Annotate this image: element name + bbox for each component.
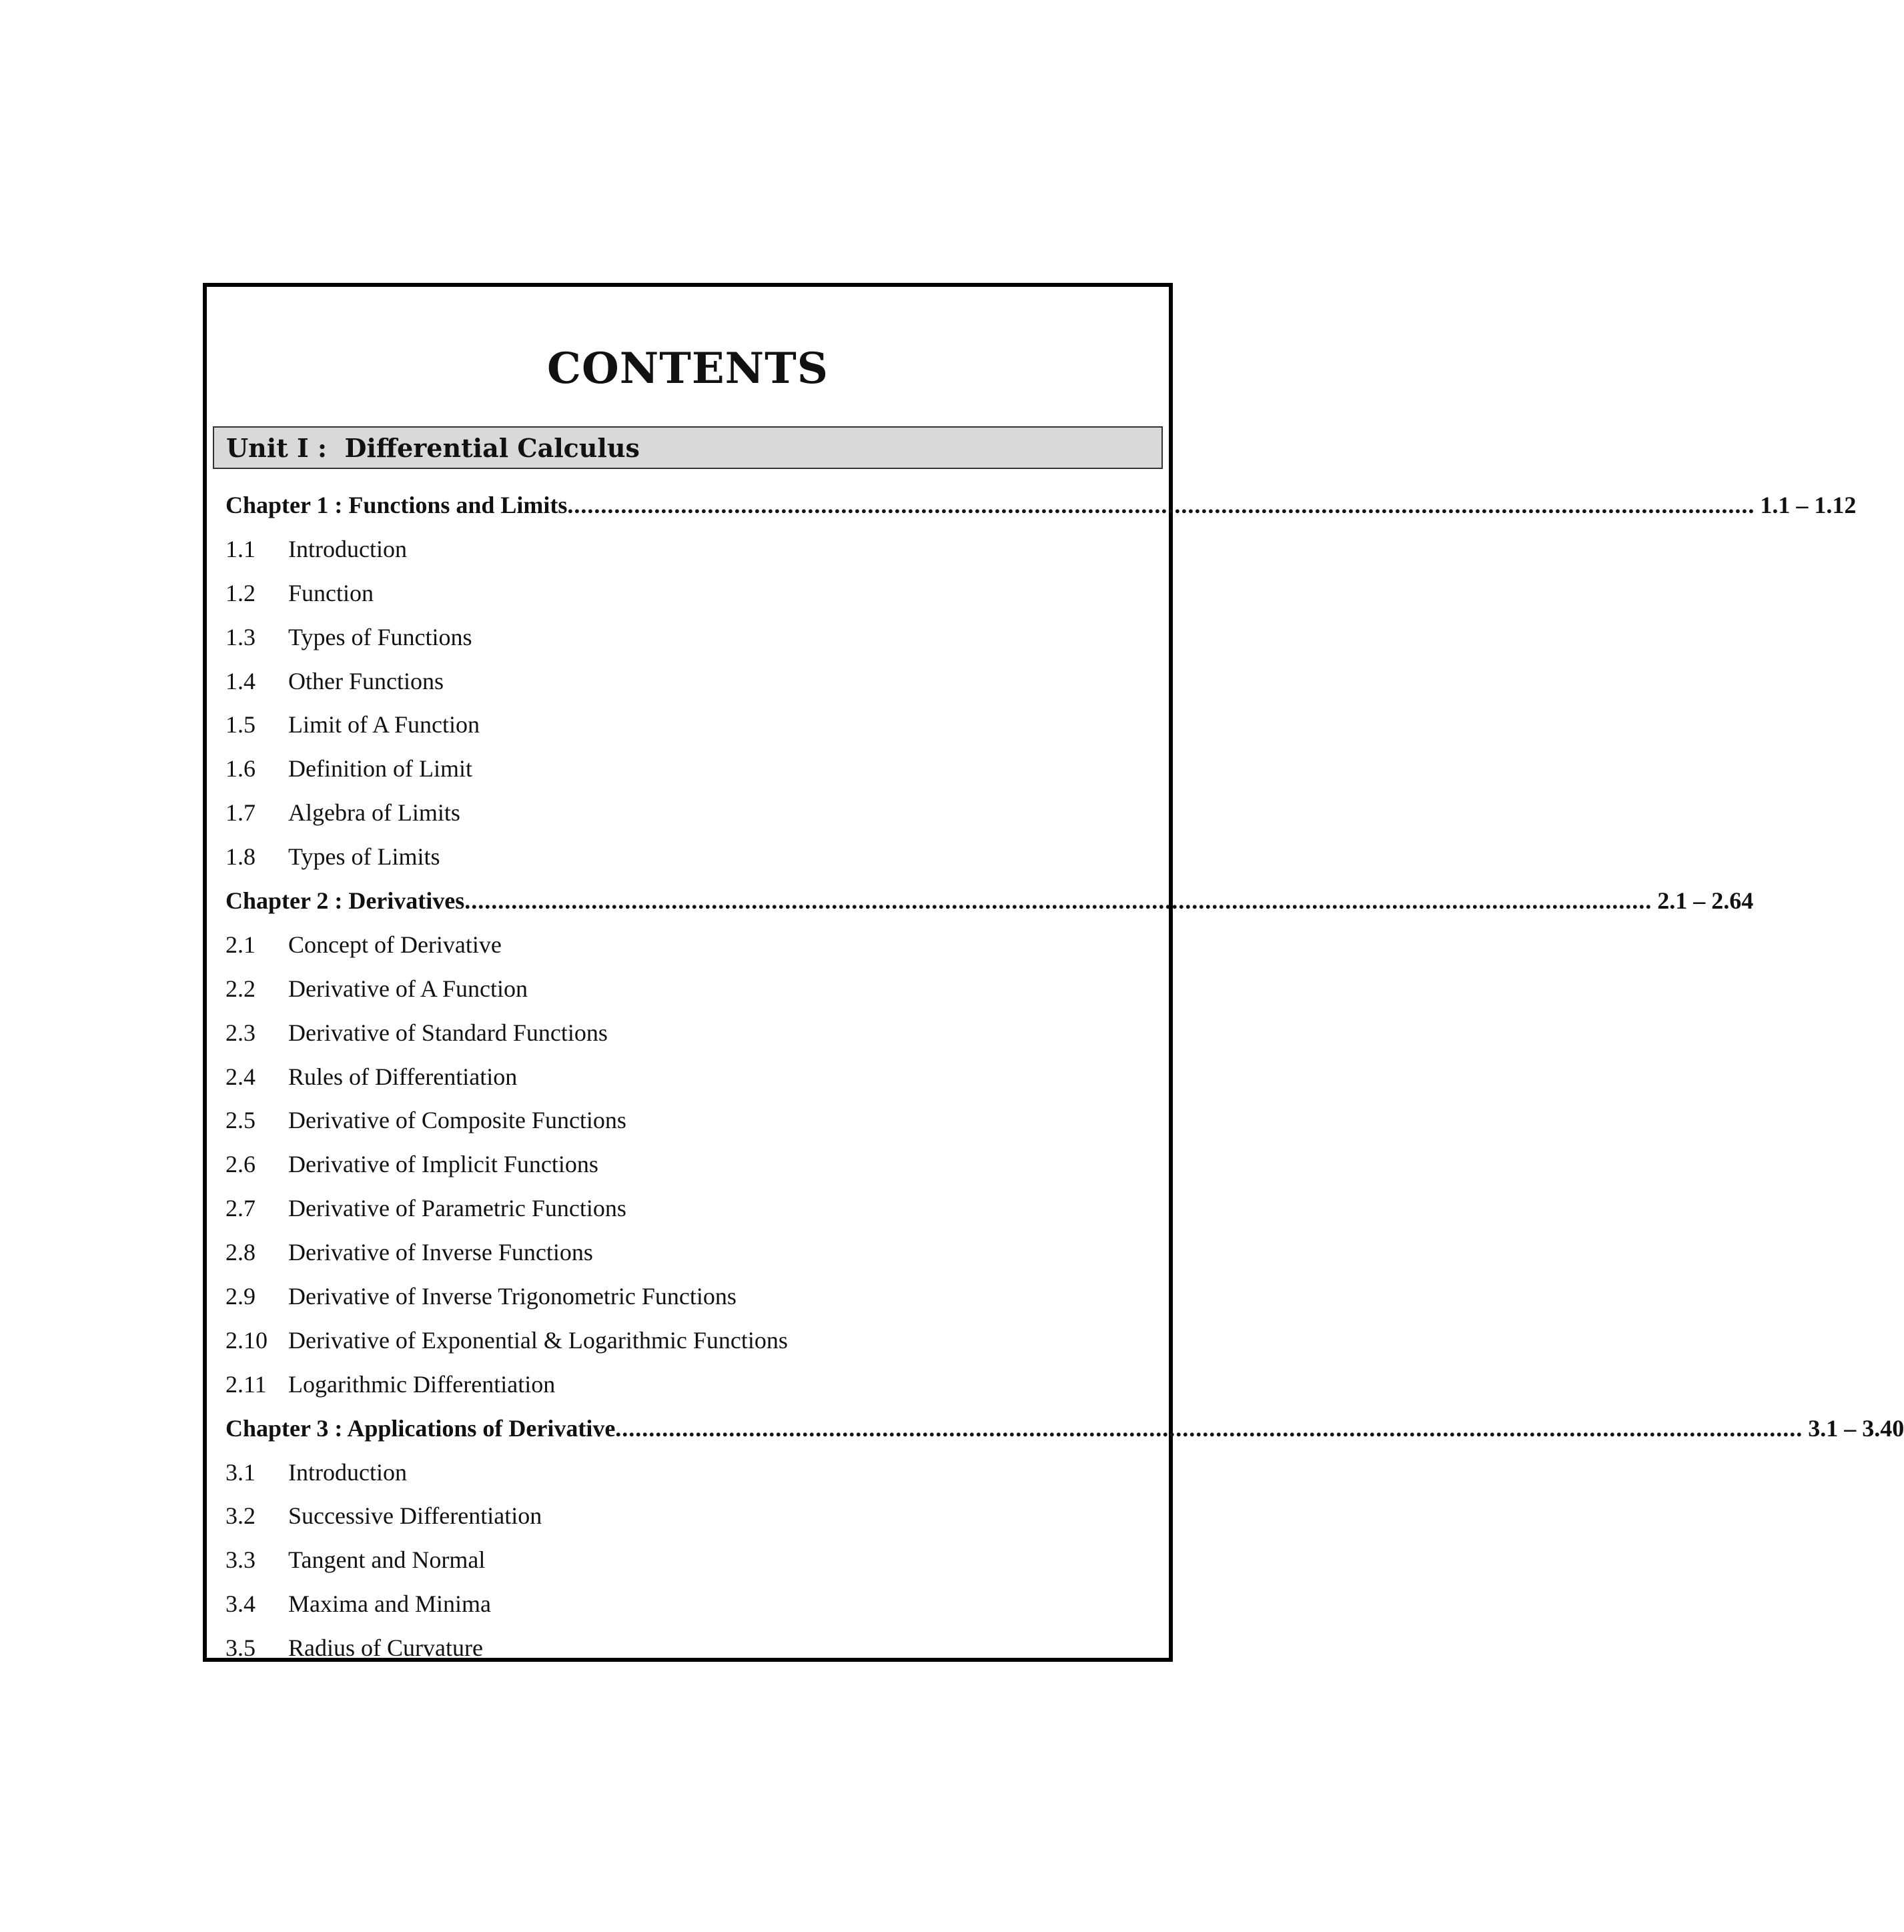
section-number: 2.1	[225, 931, 256, 958]
section-number: 1.5	[225, 711, 256, 739]
section-entry[interactable]	[225, 1318, 1155, 1362]
chapter-pages: 3.1 – 3.40	[1808, 1414, 1904, 1442]
section-number: 1.3	[225, 623, 256, 650]
section-title: Maxima and Minima	[288, 1590, 491, 1618]
section-number: 3.5	[225, 1634, 256, 1662]
section-entry[interactable]	[225, 1186, 1155, 1230]
section-number: 2.9	[225, 1282, 256, 1310]
dot-leader: ..................................................................................................................................................................................	[615, 1414, 1803, 1442]
section-entry[interactable]	[225, 967, 1155, 1011]
section-entry[interactable]	[225, 702, 1155, 747]
section-title: Successive Differentiation	[288, 1502, 542, 1530]
section-title: Types of Limits	[288, 843, 440, 871]
section-number: 3.1	[225, 1458, 256, 1486]
section-number: 2.11	[225, 1370, 267, 1398]
unit-label: Unit I :	[226, 432, 328, 463]
section-number: 3.2	[225, 1502, 256, 1530]
section-title: Rules of Differentiation	[288, 1063, 518, 1090]
section-entry[interactable]	[225, 1494, 1155, 1538]
contents-box	[203, 283, 1904, 1662]
section-title: Definition of Limit	[288, 755, 472, 783]
section-title: Limit of A Function	[288, 711, 480, 739]
section-number: 1.1	[225, 535, 256, 562]
section-title: Algebra of Limits	[288, 799, 460, 827]
section-entry[interactable]	[225, 1362, 1155, 1406]
section-number: 2.2	[225, 975, 256, 1002]
chapter-1-entry[interactable]	[225, 483, 1857, 527]
section-title: Logarithmic Differentiation	[288, 1370, 556, 1398]
section-entry[interactable]	[225, 791, 1155, 835]
section-title: Derivative of Inverse Trigonometric Functions	[288, 1282, 737, 1310]
section-entry[interactable]	[225, 923, 1155, 967]
chapter-title: Chapter 2 : Derivatives	[225, 887, 465, 914]
unit-heading	[213, 426, 1163, 469]
section-entry[interactable]	[225, 1011, 1155, 1055]
toc-list	[225, 483, 1904, 1670]
section-number: 3.3	[225, 1546, 256, 1574]
chapter-title: Chapter 3 : Applications of Derivative	[225, 1414, 616, 1442]
section-entry[interactable]	[225, 747, 1155, 791]
section-number: 1.4	[225, 667, 256, 694]
section-title: Concept of Derivative	[288, 931, 502, 958]
section-number: 2.8	[225, 1239, 256, 1266]
chapter-title: Chapter 1 : Functions and Limits	[225, 491, 568, 518]
section-title: Derivative of Parametric Functions	[288, 1195, 626, 1222]
section-entry[interactable]	[225, 1450, 1155, 1494]
chapter-3-entry[interactable]	[225, 1406, 1904, 1450]
section-title: Derivative of A Function	[288, 975, 528, 1002]
section-title: Types of Functions	[288, 623, 472, 650]
section-number: 2.5	[225, 1107, 256, 1134]
dot-leader: ..................................................................................................................................................................................	[464, 887, 1652, 914]
section-number: 1.7	[225, 799, 256, 827]
section-entry[interactable]	[225, 1582, 1155, 1626]
section-title: Derivative of Inverse Functions	[288, 1239, 593, 1266]
section-number: 1.8	[225, 843, 256, 871]
section-title: Derivative of Implicit Functions	[288, 1151, 598, 1178]
section-title: Derivative of Standard Functions	[288, 1019, 608, 1046]
section-title: Radius of Curvature	[288, 1634, 483, 1662]
section-number: 2.6	[225, 1151, 256, 1178]
section-title: Derivative of Composite Functions	[288, 1107, 626, 1134]
section-entry[interactable]	[225, 1055, 1155, 1099]
section-entry[interactable]	[225, 659, 1155, 703]
section-entry[interactable]	[225, 571, 1155, 615]
section-title: Other Functions	[288, 667, 444, 694]
chapter-pages: 2.1 – 2.64	[1657, 887, 1754, 914]
section-title: Derivative of Exponential & Logarithmic Functions	[288, 1326, 788, 1354]
section-entry[interactable]	[225, 1538, 1155, 1582]
section-title: Tangent and Normal	[288, 1546, 486, 1574]
section-title: Introduction	[288, 1458, 407, 1486]
section-title: Introduction	[288, 535, 407, 562]
section-number: 2.3	[225, 1019, 256, 1046]
section-entry[interactable]	[225, 1098, 1155, 1142]
section-title: Function	[288, 579, 374, 606]
unit-name: Differential Calculus	[344, 432, 640, 463]
dot-leader: ..................................................................................................................................................................................	[567, 491, 1755, 518]
section-number: 2.4	[225, 1063, 256, 1090]
section-entry[interactable]	[225, 1274, 1155, 1318]
section-entry[interactable]	[225, 1142, 1155, 1186]
section-number: 3.4	[225, 1590, 256, 1618]
page-title: CONTENTS	[547, 344, 829, 394]
section-entry[interactable]	[225, 615, 1155, 659]
section-entry[interactable]	[225, 835, 1155, 879]
section-entry[interactable]	[225, 1230, 1155, 1274]
section-number: 2.10	[225, 1326, 268, 1354]
chapter-2-entry[interactable]	[225, 879, 1754, 923]
section-number: 1.6	[225, 755, 256, 783]
section-number: 2.7	[225, 1195, 256, 1222]
section-entry[interactable]	[225, 527, 1155, 571]
section-entry[interactable]	[225, 1626, 1155, 1670]
chapter-pages: 1.1 – 1.12	[1760, 491, 1857, 518]
section-number: 1.2	[225, 579, 256, 606]
